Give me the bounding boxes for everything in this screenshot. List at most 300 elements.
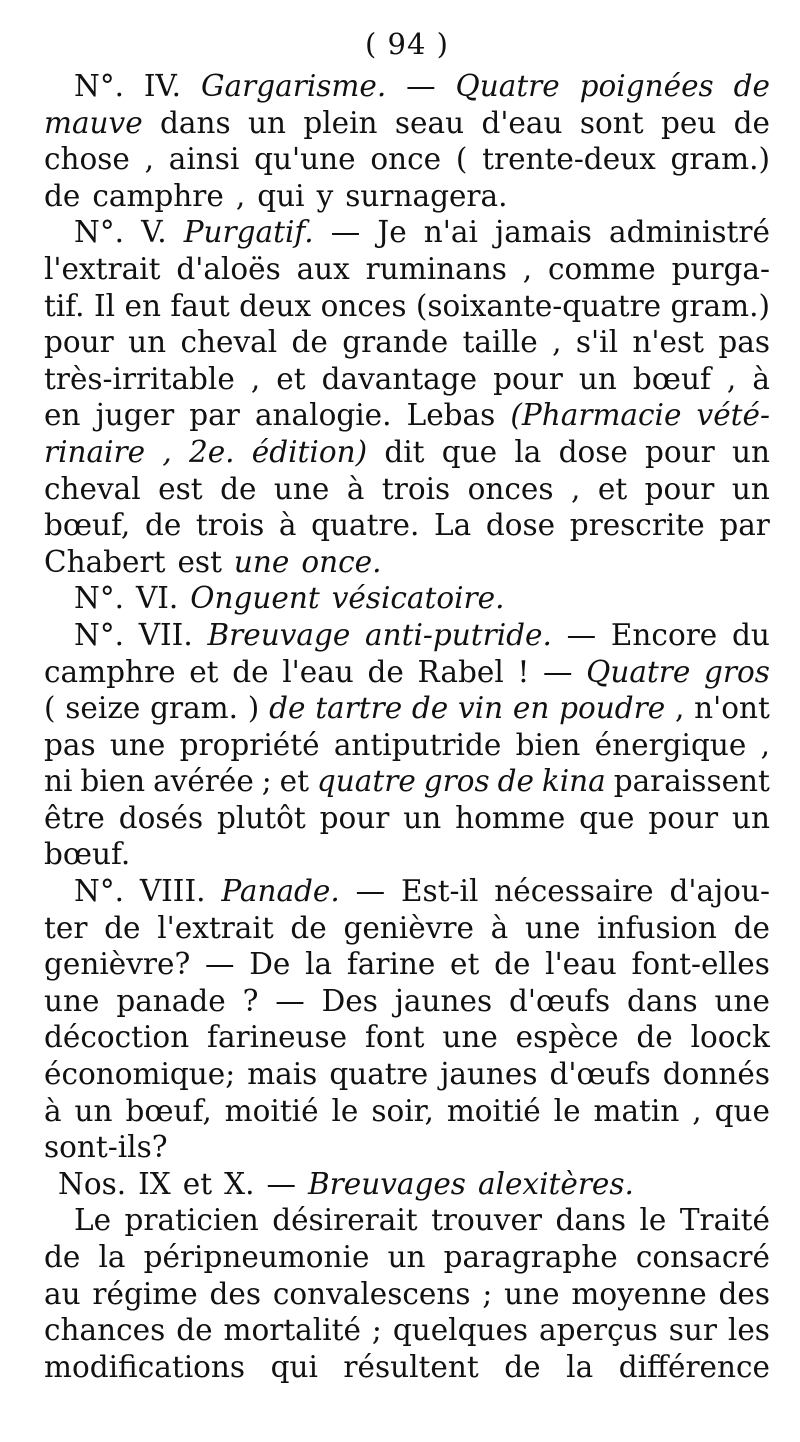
word: énergique bbox=[594, 727, 747, 762]
word: , bbox=[162, 434, 172, 469]
word: Est-il bbox=[401, 874, 479, 909]
word: (soixante-quatre bbox=[415, 288, 662, 323]
word: et bbox=[597, 471, 628, 506]
word: le bbox=[639, 1203, 667, 1238]
word: camphre bbox=[92, 178, 224, 213]
text-line bbox=[44, 471, 770, 508]
word: mauve bbox=[44, 105, 143, 140]
word: une bbox=[442, 1020, 498, 1055]
text-line bbox=[44, 361, 770, 398]
word: de bbox=[176, 1313, 213, 1348]
word: , bbox=[522, 251, 533, 286]
word: vésicatoire. bbox=[331, 581, 505, 616]
word: consacré bbox=[635, 1240, 770, 1274]
text-line bbox=[44, 1349, 770, 1386]
word: juger bbox=[95, 398, 175, 433]
word: Nos. bbox=[58, 1166, 127, 1201]
word: chances bbox=[44, 1313, 166, 1348]
word: un bbox=[248, 105, 286, 140]
word: X. bbox=[224, 1166, 255, 1201]
word: Breuvage bbox=[207, 617, 351, 652]
word: un bbox=[731, 471, 770, 506]
word: N°. bbox=[74, 581, 124, 616]
word: — bbox=[275, 983, 305, 1018]
word: tif. bbox=[44, 288, 85, 323]
word: vété- bbox=[696, 398, 770, 433]
word: soir, bbox=[371, 1093, 434, 1128]
word: péripneumonie bbox=[143, 1240, 370, 1274]
word: qu'une bbox=[254, 142, 356, 177]
word: est bbox=[177, 544, 222, 579]
word: ( bbox=[44, 691, 56, 726]
word: avérée bbox=[153, 764, 254, 799]
word: , bbox=[760, 727, 770, 762]
word: Gargarisme. bbox=[200, 69, 387, 103]
word: de bbox=[733, 910, 770, 945]
word: Des bbox=[321, 983, 378, 1018]
text-line bbox=[44, 873, 770, 910]
word: pour bbox=[44, 325, 114, 360]
text-line bbox=[44, 288, 770, 325]
text-line bbox=[44, 727, 770, 764]
word: La bbox=[434, 508, 472, 543]
word: font bbox=[364, 1020, 425, 1055]
word: sur bbox=[668, 1313, 717, 1348]
word: praticien bbox=[124, 1203, 259, 1238]
word: d'œufs bbox=[508, 983, 611, 1018]
word: et bbox=[276, 361, 306, 396]
word: homme bbox=[455, 800, 566, 835]
word: matin bbox=[593, 1093, 680, 1128]
word: trois bbox=[195, 508, 265, 543]
text-line bbox=[44, 434, 770, 471]
word: font-elles bbox=[631, 947, 770, 982]
word: à bbox=[752, 361, 770, 396]
word: sont-ils? bbox=[44, 1130, 168, 1165]
word: poignées bbox=[579, 69, 714, 103]
text-line bbox=[44, 324, 770, 361]
word: dosés bbox=[118, 800, 204, 835]
word: Lebas bbox=[406, 398, 496, 433]
text-line bbox=[44, 690, 770, 727]
word: n'ont bbox=[694, 691, 770, 726]
word: de bbox=[497, 764, 534, 799]
word: très-irritable bbox=[44, 361, 235, 396]
word: dose bbox=[558, 434, 628, 469]
body-text bbox=[44, 68, 770, 1385]
page-number: ( 94 ) bbox=[365, 27, 449, 61]
text-line bbox=[44, 836, 770, 873]
word: le bbox=[553, 1093, 581, 1128]
word: y bbox=[316, 178, 334, 213]
word: poudre bbox=[559, 691, 666, 726]
word: régime bbox=[92, 1276, 198, 1311]
word: gram.) bbox=[670, 288, 770, 323]
text-line bbox=[44, 397, 770, 434]
word: genièvre? bbox=[44, 947, 191, 982]
word: pour bbox=[645, 434, 715, 469]
word: la bbox=[305, 947, 333, 982]
word: onces bbox=[467, 471, 554, 506]
word: seau bbox=[394, 105, 465, 140]
text-line bbox=[44, 1202, 770, 1239]
word: , bbox=[552, 325, 562, 360]
word: moitié bbox=[224, 1093, 319, 1128]
word: économique; bbox=[44, 1057, 236, 1092]
text-line bbox=[44, 1019, 770, 1056]
word: et bbox=[450, 947, 480, 982]
word: moitié bbox=[446, 1093, 541, 1128]
word: nécessaire bbox=[494, 874, 654, 909]
word: bien bbox=[80, 764, 146, 799]
word: des bbox=[209, 1276, 262, 1311]
word: N°. bbox=[74, 617, 124, 652]
word: farineuse bbox=[207, 1020, 348, 1055]
word: de bbox=[44, 178, 81, 213]
word: une bbox=[233, 544, 290, 579]
word: camphre bbox=[44, 654, 176, 689]
word: à bbox=[278, 508, 297, 543]
word: Purgatif. bbox=[183, 215, 314, 250]
word: bœuf, bbox=[125, 1093, 212, 1128]
text-line bbox=[44, 763, 770, 800]
word: deux bbox=[239, 288, 312, 323]
word: Chabert bbox=[44, 544, 166, 579]
word: de bbox=[104, 910, 141, 945]
word: anti-putride. bbox=[365, 617, 552, 652]
text-line bbox=[44, 251, 770, 288]
word: kina bbox=[541, 764, 606, 799]
text-line bbox=[44, 214, 770, 251]
word: rinaire bbox=[44, 434, 146, 469]
word: une bbox=[273, 471, 330, 506]
word: de bbox=[733, 69, 770, 103]
word: N°. bbox=[74, 215, 124, 250]
word: Quatre bbox=[455, 69, 560, 103]
word: , bbox=[235, 178, 246, 213]
text-line bbox=[44, 1056, 770, 1093]
text-line bbox=[44, 507, 770, 544]
word: en bbox=[512, 691, 550, 726]
word: Onguent bbox=[190, 581, 320, 616]
word: être bbox=[44, 800, 105, 835]
word: peu bbox=[660, 105, 717, 140]
word: gros bbox=[704, 654, 770, 689]
word: de bbox=[232, 654, 269, 689]
word: un bbox=[74, 1093, 113, 1128]
word: ruminans bbox=[365, 251, 507, 286]
word: VI. bbox=[135, 581, 179, 616]
word: prescrite bbox=[569, 508, 705, 543]
word: dose bbox=[485, 508, 556, 543]
word: infusion bbox=[597, 910, 717, 945]
word: plein bbox=[303, 105, 378, 140]
word: convalescens bbox=[272, 1276, 471, 1311]
word: ainsi bbox=[168, 142, 240, 177]
word: d'aloës bbox=[176, 251, 281, 286]
word: Rabel bbox=[417, 654, 504, 689]
word: ter bbox=[44, 910, 88, 945]
word: tartre bbox=[315, 691, 403, 726]
word: l'extrait bbox=[44, 251, 161, 286]
word: farine bbox=[346, 947, 436, 982]
word: — bbox=[266, 1166, 296, 1201]
text-line bbox=[44, 105, 770, 142]
word: V. bbox=[141, 215, 167, 250]
word: la bbox=[98, 1240, 126, 1274]
word: davantage bbox=[321, 361, 478, 396]
word: Il bbox=[93, 288, 116, 323]
word: trouver bbox=[431, 1203, 543, 1238]
word: à bbox=[490, 910, 509, 945]
word: de bbox=[269, 691, 306, 726]
word: pas bbox=[718, 325, 770, 360]
word: trois bbox=[381, 471, 451, 506]
word: pour bbox=[493, 361, 563, 396]
word: — bbox=[406, 69, 436, 103]
word: mais bbox=[247, 1057, 318, 1092]
word: VII. bbox=[138, 617, 193, 652]
word: IX bbox=[138, 1166, 171, 1201]
word: une bbox=[109, 727, 166, 762]
word: le bbox=[331, 1093, 359, 1128]
word: gros bbox=[423, 764, 490, 799]
word: de bbox=[290, 910, 327, 945]
word: gram.) bbox=[670, 142, 770, 177]
word: administré bbox=[609, 215, 770, 250]
word: , bbox=[144, 142, 155, 177]
word: dans bbox=[555, 1203, 627, 1238]
word: dans bbox=[160, 105, 231, 140]
word: à bbox=[346, 471, 365, 506]
word: et bbox=[279, 764, 309, 799]
word: l'eau bbox=[282, 654, 354, 689]
word: Panade. bbox=[221, 874, 340, 909]
word: pas bbox=[44, 727, 96, 762]
word: pour bbox=[319, 800, 390, 835]
text-line bbox=[44, 580, 770, 617]
word: édition) bbox=[251, 434, 368, 469]
text-line bbox=[44, 68, 770, 105]
word: , bbox=[250, 361, 261, 396]
word: ; bbox=[371, 1313, 382, 1348]
word: que bbox=[579, 800, 635, 835]
word: est bbox=[158, 471, 203, 506]
word: IV. bbox=[143, 69, 182, 103]
word: un bbox=[731, 800, 770, 835]
word: , bbox=[692, 1093, 702, 1128]
word: cheval bbox=[180, 325, 278, 360]
word: De bbox=[249, 947, 291, 982]
word: , bbox=[726, 361, 737, 396]
word: aux bbox=[296, 251, 350, 286]
word: en bbox=[124, 288, 161, 323]
word: d'œufs bbox=[549, 1057, 651, 1092]
word: de bbox=[44, 1240, 81, 1274]
word: une bbox=[44, 983, 100, 1018]
word: des bbox=[718, 1276, 770, 1311]
word: , bbox=[675, 691, 685, 726]
word: qui bbox=[270, 1349, 318, 1384]
word: que bbox=[714, 1093, 770, 1128]
word: moyenne bbox=[571, 1276, 707, 1311]
word: , bbox=[571, 471, 581, 506]
word: N°. bbox=[74, 69, 124, 103]
word: jamais bbox=[495, 215, 592, 250]
word: un bbox=[387, 1240, 426, 1274]
word: ni bbox=[44, 764, 73, 799]
text-line bbox=[44, 617, 770, 654]
word: alexitères. bbox=[477, 1166, 634, 1201]
word: analogie. bbox=[254, 398, 392, 433]
word: la bbox=[566, 1349, 594, 1384]
word: dans bbox=[627, 983, 698, 1018]
word: Traité bbox=[679, 1203, 770, 1238]
word: taille bbox=[462, 325, 538, 360]
word: qui bbox=[257, 178, 305, 213]
word: que bbox=[441, 434, 498, 469]
text-line bbox=[44, 946, 770, 983]
word: ( bbox=[455, 142, 468, 177]
word: et bbox=[182, 1166, 213, 1201]
word: — bbox=[355, 874, 386, 909]
word: — bbox=[566, 617, 597, 652]
word: — bbox=[205, 947, 235, 982]
word: un bbox=[732, 434, 770, 469]
word: VIII. bbox=[139, 874, 206, 909]
word: plutôt bbox=[216, 800, 306, 835]
word: paraissent bbox=[613, 764, 770, 799]
word: trente-deux bbox=[482, 142, 656, 177]
word: jaunes bbox=[440, 1057, 538, 1092]
word: gram. bbox=[150, 691, 239, 726]
word: une bbox=[524, 910, 581, 945]
word: propriété bbox=[179, 727, 320, 762]
word: les bbox=[727, 1313, 770, 1348]
word: genièvre bbox=[343, 910, 474, 945]
word: Le bbox=[74, 1203, 112, 1238]
word: désirerait bbox=[272, 1203, 418, 1238]
word: paragraphe bbox=[443, 1240, 618, 1274]
word: pour bbox=[648, 800, 719, 835]
word: au bbox=[44, 1276, 81, 1311]
word: en bbox=[44, 398, 81, 433]
word: ! bbox=[517, 654, 530, 689]
word: chose bbox=[44, 142, 130, 177]
word: panade bbox=[116, 983, 226, 1018]
word: loock bbox=[690, 1020, 770, 1055]
word: grande bbox=[342, 325, 449, 360]
word: comme bbox=[548, 251, 656, 286]
word: pour bbox=[644, 471, 715, 506]
text-line bbox=[44, 1239, 770, 1276]
word: once. bbox=[301, 544, 382, 579]
word: onces bbox=[320, 288, 407, 323]
word: n'est bbox=[632, 325, 704, 360]
word: cheval bbox=[44, 471, 141, 506]
word: d'ajou- bbox=[669, 874, 770, 909]
word: un bbox=[578, 361, 617, 396]
text-line bbox=[44, 1093, 770, 1130]
word: d'eau bbox=[481, 105, 563, 140]
text-line bbox=[44, 910, 770, 947]
text-line bbox=[44, 800, 770, 837]
word: Je bbox=[377, 215, 407, 250]
text-line bbox=[44, 1312, 770, 1349]
word: résultent bbox=[343, 1349, 479, 1384]
word: décoction bbox=[44, 1020, 190, 1055]
word: une bbox=[714, 983, 770, 1018]
word: de bbox=[504, 1349, 541, 1384]
word: N°. bbox=[74, 874, 124, 909]
word: de bbox=[291, 325, 328, 360]
word: Quatre bbox=[586, 654, 691, 689]
word: de bbox=[494, 947, 531, 982]
word: aperçus bbox=[539, 1313, 658, 1348]
word: de bbox=[411, 691, 449, 726]
text-line bbox=[44, 654, 770, 691]
text-line bbox=[44, 1276, 770, 1313]
word: et bbox=[189, 654, 219, 689]
word: différence bbox=[618, 1349, 770, 1384]
word: espèce bbox=[515, 1020, 619, 1055]
word: quatre bbox=[329, 1057, 429, 1092]
word: bœuf bbox=[632, 361, 711, 396]
word: dit bbox=[384, 434, 425, 469]
word: bœuf, bbox=[44, 508, 131, 543]
word: un bbox=[403, 800, 442, 835]
word: 2e. bbox=[188, 434, 235, 469]
text-line bbox=[44, 1166, 770, 1203]
word: — bbox=[330, 215, 361, 250]
text-line bbox=[44, 544, 770, 581]
text-line bbox=[44, 141, 770, 178]
word: bien bbox=[515, 727, 581, 762]
word: Encore bbox=[610, 617, 718, 652]
word: s'il bbox=[575, 325, 619, 360]
word: surnagera. bbox=[345, 178, 508, 213]
word: (Pharmacie bbox=[510, 398, 682, 433]
word: modifications bbox=[44, 1349, 246, 1384]
word: quatre. bbox=[311, 508, 420, 543]
text-line bbox=[44, 1129, 770, 1166]
word: ? bbox=[242, 983, 259, 1018]
word: par bbox=[189, 398, 240, 433]
word: antiputride bbox=[333, 727, 502, 762]
word: l'eau bbox=[545, 947, 617, 982]
word: once bbox=[370, 142, 442, 177]
word: sont bbox=[579, 105, 644, 140]
word: de bbox=[220, 471, 257, 506]
word: n'ai bbox=[423, 215, 478, 250]
word: — bbox=[542, 654, 573, 689]
word: l'extrait bbox=[157, 910, 274, 945]
word: mortalité bbox=[223, 1313, 361, 1348]
word: quatre bbox=[316, 764, 416, 799]
word: la bbox=[514, 434, 542, 469]
word: Breuvages bbox=[307, 1166, 466, 1201]
text-line bbox=[44, 983, 770, 1020]
word: par bbox=[719, 508, 770, 543]
word: quelques bbox=[392, 1313, 529, 1348]
word: bœuf. bbox=[44, 837, 131, 872]
word: de bbox=[636, 1020, 673, 1055]
word: purga- bbox=[671, 251, 770, 286]
text-line bbox=[44, 178, 770, 215]
word: à bbox=[44, 1093, 62, 1128]
word: donnés bbox=[662, 1057, 770, 1092]
word: ) bbox=[247, 691, 260, 726]
